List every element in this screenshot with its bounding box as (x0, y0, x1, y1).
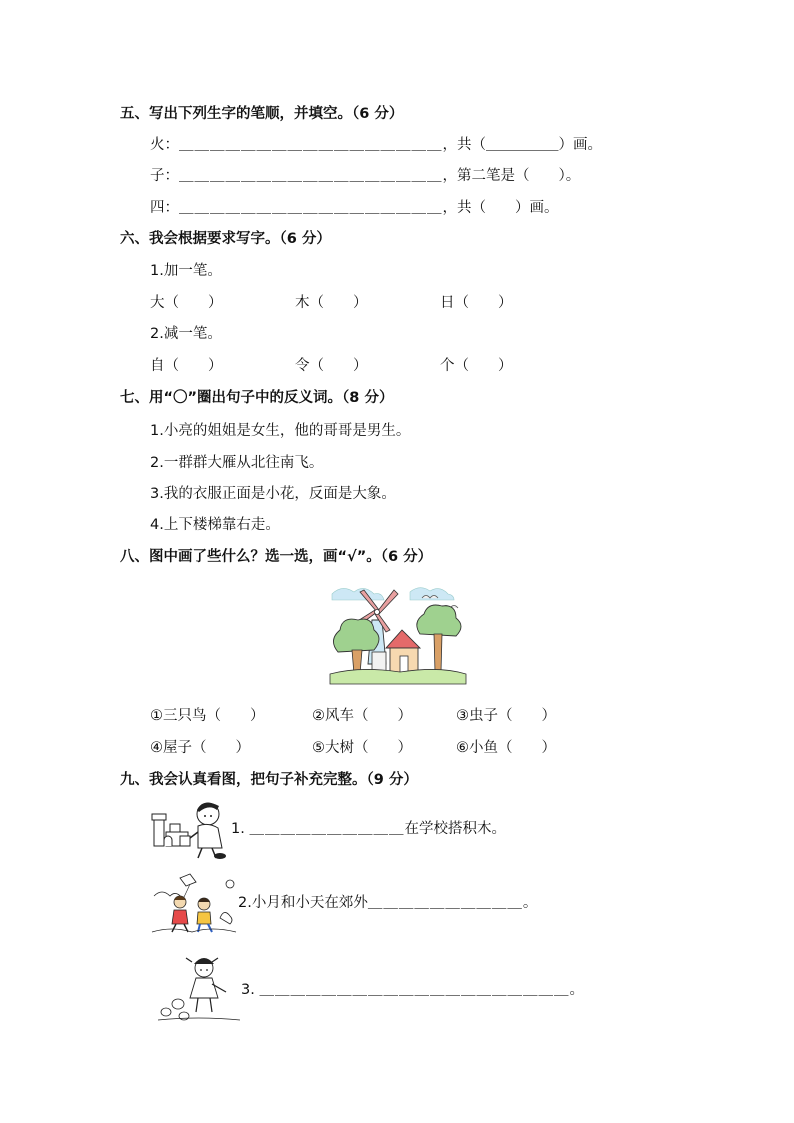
char-label: 四： (150, 200, 179, 216)
windmill-scene-illustration (328, 582, 468, 686)
add-stroke-label: 1.加一笔。 (150, 263, 222, 279)
q3-prefix: 3. (241, 982, 260, 998)
q2-suffix: 。 (522, 895, 538, 911)
sentence-item: 2.一群群大雁从北往南飞。 (150, 455, 324, 471)
add-item[interactable]: 木（ ） (295, 295, 368, 311)
row-tail: ，共（＿＿＿＿＿）画。 (442, 137, 602, 153)
q1-suffix: 在学校搭积木。 (404, 821, 506, 837)
row-tail: ，第二笔是（ ）。 (442, 168, 581, 184)
char-label: 子： (150, 168, 179, 184)
picture-option[interactable]: ⑥小鱼（ ） (456, 740, 556, 756)
sentence-item: 1.小亮的姐姐是女生，他的哥哥是男生。 (150, 423, 411, 439)
answer-blank[interactable]: ＿＿＿＿＿＿＿＿＿＿ (249, 821, 405, 837)
q3-suffix: 。 (569, 982, 584, 998)
q1-prefix: 1. (231, 821, 250, 837)
sentence-item: 3.我的衣服正面是小花，反面是大象。 (150, 486, 396, 502)
section-7-heading: 七、用“〇”圈出句子中的反义词。（8 分） (120, 390, 394, 406)
stroke-order-row-zi (150, 166, 580, 186)
sentence-q3 (241, 980, 584, 1000)
picture-option[interactable]: ②风车（ ） (312, 708, 412, 724)
picture-option[interactable]: ①三只鸟（ ） (150, 708, 265, 724)
picture-option[interactable]: ④屋子（ ） (150, 740, 250, 756)
answer-blank[interactable]: ＿＿＿＿＿＿＿＿＿＿＿＿＿＿＿＿＿ (179, 137, 443, 153)
answer-blank[interactable]: ＿＿＿＿＿＿＿＿＿＿＿＿＿＿＿＿＿ (179, 168, 443, 184)
char-label: 火： (150, 137, 179, 153)
picture-option[interactable]: ⑤大树（ ） (312, 740, 412, 756)
section-6-heading: 六、我会根据要求写字。（6 分） (120, 231, 331, 247)
minus-item[interactable]: 个（ ） (440, 358, 513, 374)
building-blocks-illustration (150, 798, 230, 860)
feeding-chicks-illustration (156, 954, 242, 1024)
sentence-q2 (238, 893, 537, 913)
stroke-order-row-huo (150, 135, 602, 155)
kite-flying-illustration (150, 872, 238, 938)
minus-item[interactable]: 令（ ） (295, 358, 368, 374)
row-tail: ，共（ ）画。 (442, 200, 559, 216)
minus-stroke-label: 2.减一笔。 (150, 326, 222, 342)
answer-blank[interactable]: ＿＿＿＿＿＿＿＿＿＿＿＿＿＿＿＿＿ (179, 200, 443, 216)
answer-blank[interactable]: ＿＿＿＿＿＿＿＿＿＿＿＿＿＿＿＿＿＿＿＿ (259, 982, 570, 998)
add-item[interactable]: 日（ ） (440, 295, 513, 311)
q2-prefix: 2.小月和小天在郊外 (238, 895, 368, 911)
add-item[interactable]: 大（ ） (150, 295, 223, 311)
picture-option[interactable]: ③虫子（ ） (456, 708, 556, 724)
sentence-q1 (231, 819, 506, 839)
section-9-heading: 九、我会认真看图，把句子补充完整。（9 分） (120, 772, 418, 788)
section-5-heading: 五、写出下列生字的笔顺，并填空。（6 分） (120, 106, 404, 122)
section-8-heading: 八、图中画了些什么？选一选，画“√”。（6 分） (120, 549, 433, 565)
minus-item[interactable]: 自（ ） (150, 358, 223, 374)
sentence-item: 4.上下楼梯靠右走。 (150, 517, 280, 533)
stroke-order-row-si (150, 198, 559, 218)
answer-blank[interactable]: ＿＿＿＿＿＿＿＿＿＿ (367, 895, 523, 911)
